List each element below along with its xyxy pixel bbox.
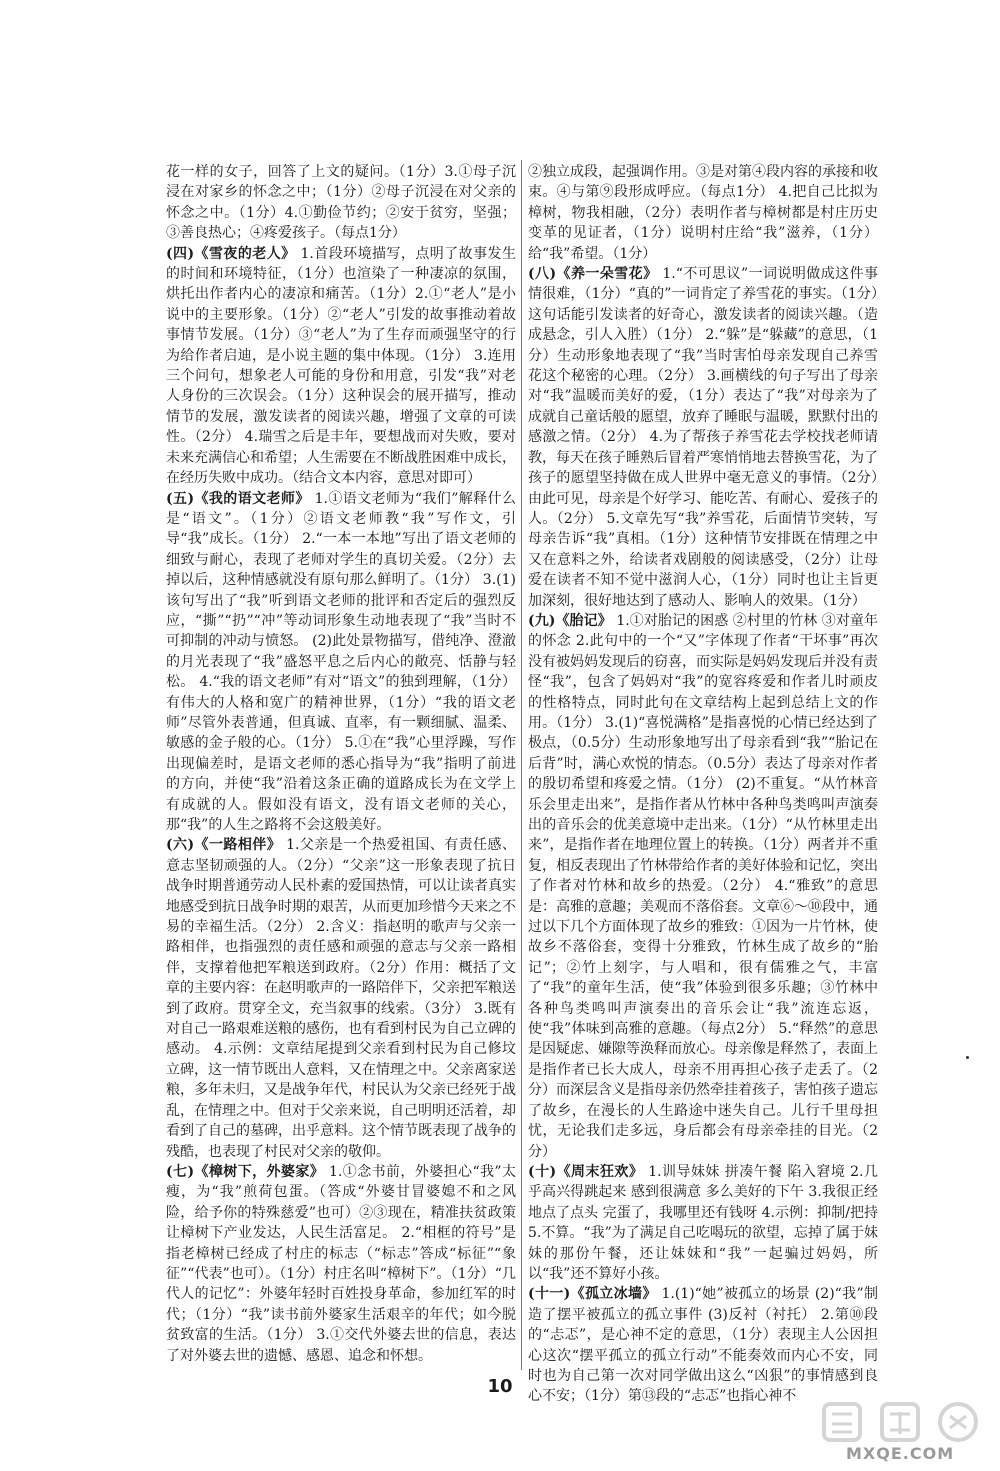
- right-section-4: [528, 1284, 878, 1406]
- right-column: [528, 162, 879, 1405]
- section-body: 1.①对胎记的困惑 ②村里的竹林 ③对童年的怀念 2.此句中的一个“又”字体现了作者“干坏事”再次没有被妈妈发现后的窃喜，而实际是妈妈发现后并没有责怪“我”，包含了妈妈对“我”的宽容疼爱和作者儿时顽皮的性格特点，同时此句在文章结构上起到总结上文的作用。（1分） 3.(1)“喜悦满格”是指喜悦的心情已经达到了极点，（0.5分）生动形象地写出了母亲看到“我”“胎记在后背”时，满心欢悦的情态。（0.5分）表达了母亲对作者的殷切希望和疼爱之情。（1分） (2)不重复。“从竹林音乐会里走出来”，是指作者从竹林中各种鸟类鸣叫声演奏出的音乐会的优美意境中走出来。（1分）“从竹林里走出来”，是指作者在地理位置上的转换。（1分）两者并不重复，相反表现出了竹林带给作者的美好体验和记忆，突出了作者对竹林和故乡的热爱。（2分） 4.“雅致”的意思是：高雅的意趣；美观而不落俗套。文章⑥～⑩段中，通过以下几个方面体现了故乡的雅致：①因为一片竹林，使故乡不落俗套，变得十分雅致，竹林生成了故乡的“胎记”；②竹上刻字，与人唱和，很有儒雅之气，丰富了“我”的童年生活，使“我”体验到很多乐趣；③竹林中各种鸟类鸣叫声演奏出的音乐会让“我”流连忘返，使“我”体味到高雅的意趣。（每点2分） 5.“释然”的意思是因疑虑、嫌隙等涣释而放心。母亲像是释然了，表面上是指作者已长大成人，母亲不用再担心孩子走丢了。（2分）而深层含义是指母亲仍然牵挂着孩子，害怕孩子遗忘了故乡，在漫长的人生路途中迷失自己。儿行千里母担忧，无论我们走多远，身后都会有母亲牵挂的目光。（2分）: [528, 612, 878, 1160]
- section-title: (七)《樟树下，外婆家》: [166, 1163, 325, 1180]
- section-title: (十一)《孤立冰墙》: [528, 1286, 657, 1303]
- column-divider: [521, 160, 522, 1370]
- section-title: (八)《养一朵雪花》: [528, 266, 658, 283]
- section-body: 1.父亲是一个热爱祖国、有责任感、意志坚韧顽强的人。（2分）“父亲”这一形象表现了抗日战争时期普通劳动人民朴素的爱国热情，可以让读者真实地感受到抗日战争时期的艰苦，从而更加珍惜今天来之不易的幸福生活。（2分） 2.含义：指赵明的歌声与父亲一路相伴，也指强烈的责任感和顽强的意志与父亲一路相伴，支撑着他把军粮送到政府。（2分）作用：概括了文章的主要内容：在赵明歌声的一路陪伴下，父亲把军粮送到了政府。贯穿全文，充当叙事的线索。（3分） 3.既有对自己一路艰难送粮的感伤，也有看到村民为自己立碑的感动。 4.示例：文章结尾提到父亲看到村民为自己修坟立碑，这一情节既出人意料，又在情理之中。父亲离家送粮，多年未归，又是战争年代，村民认为父亲已经死于战乱，在情理之中。但对于父亲来说，自己明明还活着，却看到了自己的墓碑，出乎意料。这个情节既表现了战争的残酷，也表现了村民对父亲的敬仰。: [166, 837, 516, 1160]
- section-title: (五)《我的语文老师》: [166, 490, 310, 507]
- site-watermark: [820, 1398, 980, 1464]
- right-section-3: [528, 1162, 878, 1284]
- section-body: 1.①念书前，外婆担心“我”太瘦，为“我”煎荷包蛋。（答成“外婆甘冒婆媳不和之风险，给予你的特殊慈爱”也可）②③现在，精准扶贫政策让樟树下产业发达，人民生活富足。 2.“相框的符号”是指老樟树已经成了村庄的标志（“标志”答成“标征”“象征”“代表”也可）。（1分）村庄名叫“樟树下”。（1分）“几代人的记忆”：外婆年轻时百姓投身革命，参加红军的时代；（1分）“我”读书前外婆家生活艰辛的年代；如今脱贫致富的生活。（1分） 3.①交代外婆去世的信息，表达了对外婆去世的遗憾、感恩、追念和怀想。: [166, 1163, 516, 1364]
- watermark-url: MXQE.COM: [846, 1444, 955, 1463]
- margin-dot: [966, 1056, 969, 1059]
- page-number: 10: [487, 1376, 513, 1397]
- left-section-4: [166, 1162, 516, 1366]
- section-body: ②独立成段，起强调作用。③是对第④段内容的承接和收束。④与第⑨段形成呼应。（每点1分） 4.把自己比拟为樟树，物我相融，（2分）表明作者与樟树都是村庄历史变革的见证者，（1分）说明村庄给“我”滋养，（1分）给“我”希望。（1分）: [528, 164, 878, 262]
- section-body: 1.①语文老师为“我们”解释什么是“语文”。（1分）②语文老师教“我”写作文，引导“我”成长。（1分） 2.“一本一本地”写出了语文老师的细致与耐心，表现了老师对学生的真切关爱。（2分）去掉以后，这种情感就没有原句那么鲜明了。（1分） 3.(1)该句写出了“我”听到语文老师的批评和否定后的强烈反应，“撕”“扔”“冲”等动词形象生动地表现了“我”当时不可抑制的冲动与愤怒。 (2)此处景物描写，借纯净、澄澈的月光表现了“我”盛怒平息之后内心的敞亮、恬静与轻松。 4.“我的语文老师”有对“语文”的独到理解，（1分）有伟大的人格和宽广的精神世界，（1分）“我的语文老师”尽管外表普通，但真诚、直率，有一颗细腻、温柔、敏感的金子般的心。（1分） 5.①在“我”心里浮躁，写作出现偏差时，是语文老师的悉心指导为“我”指明了前进的方向，并使“我”沿着这条正确的道路成长为在文学上有成就的人。假如没有语文，没有语文老师的关心，那“我”的人生之路将不会这般美好。: [166, 490, 517, 833]
- left-section-0: [166, 162, 516, 244]
- section-title: (九)《胎记》: [528, 612, 612, 629]
- section-title: (十)《周末狂欢》: [528, 1163, 644, 1180]
- left-section-3: [166, 835, 516, 1162]
- section-title: (六)《一路相伴》: [166, 837, 282, 854]
- right-section-0: [528, 162, 878, 264]
- watermark-logo-icon: [820, 1398, 980, 1446]
- section-body: 1.(1)“她”被孤立的场景 (2)“我”制造了摆平被孤立的孤立事件 (3)反衬（衬托） 2.第⑩段的“忐忑”，是心神不定的意思，（1分）表现主人公因担心这次“摆平孤立的孤立行动”不能奏效而内心不安，同时也为自己第一次对同学做出这么“凶狠”的事情感到良心不安；（1分）第⑬段的“忐忑”也指心神不: [528, 1286, 879, 1405]
- left-section-1: [166, 244, 516, 489]
- section-title: (四)《雪夜的老人》: [166, 245, 296, 262]
- left-column: [166, 162, 516, 1372]
- section-body: 1.训导妹妹 拼凑午餐 陷入窘境 2.几乎高兴得跳起来 感到很满意 多么美好的下午 3.我很正经地点了点头 完蛋了，我哪里还有钱呀 4.示例：抑制/把持 5.不算。“我”为了满足自己吃喝玩的欲望，忘掉了属于妹妹的那份午餐，还让妹妹和“我”一起骗过妈妈，所以“我”还不算好小孩。: [528, 1163, 878, 1282]
- right-section-2: [528, 611, 878, 1162]
- section-body: 1.“不可思议”一词说明做成这件事情很难，（1分）“真的”一词肯定了养雪花的事实。（1分）这句话能引发读者的好奇心，激发读者的阅读兴趣。（造成悬念，引人入胜）（1分） 2.“躲”是“躲藏”的意思，（1分）生动形象地表现了“我”当时害怕母亲发现自己养雪花这个秘密的心理。（2分） 3.画横线的句子写出了母亲对“我”温暖而美好的爱，（1分）表达了“我”对母亲为了成就自己童话般的愿望，放弃了睡眠与温暖，默默付出的感激之情。（2分） 4.为了帮孩子养雪花去学校找老师请教，每天在孩子睡熟后冒着严寒悄悄地去替换雪花，为了孩子的愿望坚持做在成人世界中毫无意义的事情。（2分）由此可见，母亲是个好学习、能吃苦、有耐心、爱孩子的人。（2分） 5.文章先写“我”养雪花，后面情节突转，写母亲告诉“我”真相。（1分）这种情节安排既在情理之中又在意料之外，给读者戏剧般的阅读感受，（2分）让母爱在读者不知不觉中滋润人心，（1分）同时也让主旨更加深刻，很好地达到了感动人、影响人的效果。（1分）: [528, 266, 879, 609]
- section-body: 1.首段环境描写，点明了故事发生的时间和环境特征，（1分）也渲染了一种凄凉的氛围，烘托出作者内心的凄凉和痛苦。（1分）2.①“老人”是小说中的主要形象。（1分）②“老人”引发的故事推动着故事情节发展。（1分）③“老人”为了生存而顽强坚守的行为给作者启迪，是小说主题的集中体现。（1分） 3.连用三个问句，想象老人可能的身份和用意，引发“我”对老人身份的三次误会。（1分）这种误会的展开描写，推动情节的发展，激发读者的阅读兴趣，增强了文章的可读性。（2分） 4.瑞雪之后是丰年，要想战而对失败，要对未来充满信心和希望；人生需要在不断战胜困难中成长，在经历失败中成功。（结合文本内容，意思对即可）: [166, 245, 516, 487]
- left-section-2: [166, 489, 516, 836]
- right-section-1: [528, 264, 878, 611]
- section-body: 花一样的女子，回答了上文的疑问。（1分）3.①母子沉浸在对家乡的怀念之中；（1分）②母子沉浸在对父亲的怀念之中。（1分）4.①勤俭节约；②安于贫穷，坚强；③善良热心；④疼爱孩子。（每点1分）: [166, 164, 516, 242]
